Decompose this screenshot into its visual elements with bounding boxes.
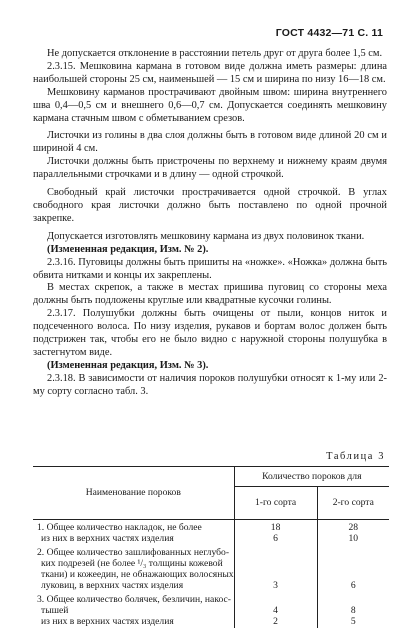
paragraph: Допускается изготовлять мешковину кармана из двух половинок ткани.: [47, 230, 365, 242]
amendment-note: (Измененная редакция, Изм. № 2).: [47, 243, 209, 255]
paragraph: Мешковину карманов прострачивают двойным швом: ширина внутреннего шва 0,4—0,5 см и внешнего 0,6—0,7 см. Допускается соединять мешковину кармана стачным швом с обметыванием срезов.: [33, 86, 387, 124]
count-value: 2: [273, 616, 278, 628]
sort-1-cell: [234, 592, 317, 628]
paragraph: Листочки должны быть пристрочены по верхнему и нижнему краям двумя параллельными строчками и в длину — одной строчкой.: [33, 156, 387, 181]
count-value: 3: [273, 580, 278, 592]
paragraph: В местах скрепок, а также в местах пришива пуговиц со стороны меха должны быть подложены круглые или квадратные кусочки голины.: [33, 282, 387, 307]
amendment-note: (Измененная редакция, Изм. № 3).: [47, 359, 209, 371]
count-value: [235, 558, 317, 569]
defects-table: [33, 466, 389, 628]
sort-2-cell: [317, 545, 389, 592]
count-value: [318, 547, 389, 558]
table-row: [33, 545, 389, 592]
defect-name-line: ких подрезей (не более ¹/₃ толщины кожевой: [41, 557, 223, 569]
count-value: 28: [348, 522, 359, 533]
page-header: ГОСТ 4432—71 С. 11: [275, 27, 383, 39]
defect-name-cell: [33, 592, 234, 628]
defect-name-line: 1. Общее количество накладок, не более: [37, 522, 202, 533]
column-header-sort-2: 2-го сорта: [332, 497, 374, 509]
defect-name-line: луковиц, в верхних частях изделия: [41, 580, 184, 592]
column-header-sort-1: 1-го сорта: [234, 487, 317, 520]
document-body: [33, 48, 387, 399]
count-value: 18: [270, 522, 281, 533]
defect-name-line: из них в верхних частях изделия: [41, 533, 174, 545]
paragraph: Не допускается отклонение в расстоянии петель друг от друга более 1,5 см.: [47, 48, 383, 59]
count-value: 8: [350, 605, 356, 617]
paragraph-2-3-15: 2.3.15. Мешковина кармана в готовом виде должна иметь размеры: длина наибольшей стороны 25 см, наименьшей — 15 см и ширина по низу 16—18 см.: [33, 60, 387, 85]
paragraph-2-3-17: 2.3.17. Полушубки должны быть очищены от пыли, концов ниток и подсеченного волоса. По низу изделия, рукавов и бортам волос должен быть подстрижен так, чтобы его не было видно с наружной стороны полушубка в застегнутом виде.: [33, 308, 387, 358]
sort-2-cell: [317, 520, 389, 545]
paragraph-2-3-18: 2.3.18. В зависимости от наличия пороков полушубки относят к 1-му или 2-му сорту согласно табл. 3.: [33, 372, 387, 397]
paragraph: Свободный край листочки прострачивается одной строчкой. В углах свободного края листочки должно быть поставлено по одной прочной закрепке.: [33, 187, 387, 224]
count-value: [235, 569, 317, 580]
count-value: 4: [273, 605, 278, 617]
defect-name-line: из них в верхних частях изделия: [41, 616, 174, 628]
column-header-defect-name: Наименование пороков: [33, 467, 234, 520]
defect-name-cell: [33, 545, 234, 592]
count-value: [318, 594, 389, 605]
paragraph: Листочки из голины в два слоя должны быть в готовом виде длиной 20 см и шириной 4 см.: [33, 130, 387, 155]
defect-name-line: тышей: [41, 605, 69, 617]
count-value: 5: [350, 616, 356, 628]
sort-1-cell: [234, 520, 317, 545]
count-value: 6: [273, 533, 278, 545]
defect-name-line: ткани) и кожеедин, не обнажающих волосяных: [41, 569, 234, 581]
column-group-header: Количество пороков для: [234, 467, 389, 487]
count-value: [318, 558, 389, 569]
sort-2-cell: [317, 592, 389, 628]
paragraph-2-3-16: 2.3.16. Пуговицы должны быть пришиты на «ножке». «Ножка» должна быть обвита нитками и концы их закреплены.: [33, 256, 387, 281]
count-value: 6: [350, 580, 356, 592]
sort-1-cell: [234, 545, 317, 592]
table-row: [33, 520, 389, 545]
defect-name-line: 2. Общее количество зашлифованных неглубо-: [37, 546, 230, 558]
table-row: [33, 592, 389, 628]
count-value: [235, 547, 317, 558]
table-caption: Таблица 3: [326, 451, 385, 462]
count-value: 10: [348, 533, 359, 545]
defect-name-cell: [33, 520, 234, 545]
defect-name-line: 3. Общее количество болячек, безличин, накос-: [37, 593, 231, 605]
count-value: [318, 569, 389, 580]
count-value: [235, 594, 317, 605]
